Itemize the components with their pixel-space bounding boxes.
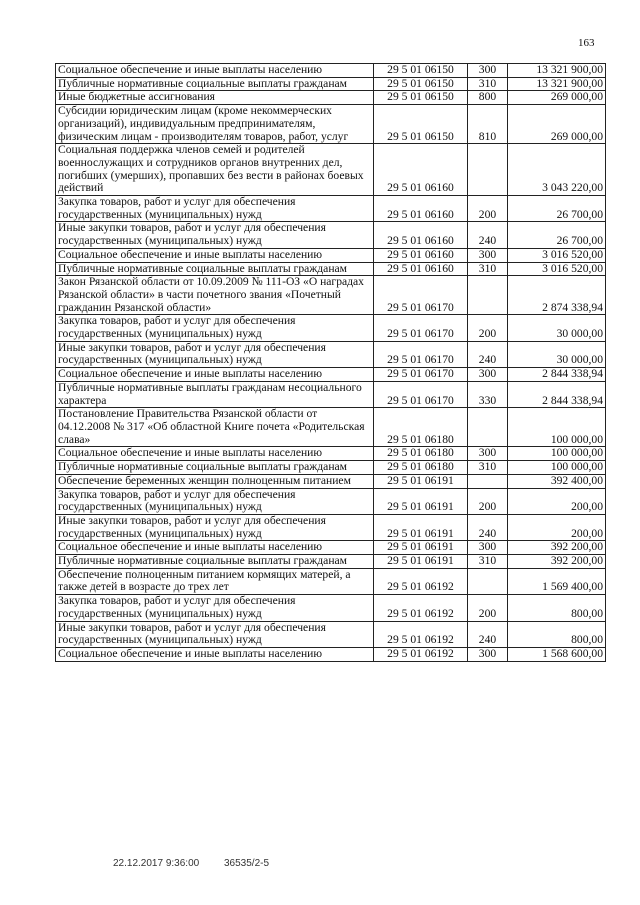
row-description: Социальное обеспечение и иные выплаты населению [56,447,374,461]
table-row [56,595,606,621]
row-code: 29 5 01 06150 [374,77,468,91]
row-expense-type: 240 [468,222,508,248]
table-row [56,144,606,196]
row-amount: 392 400,00 [508,474,606,488]
row-amount: 30 000,00 [508,341,606,367]
row-expense-type: 240 [468,514,508,540]
row-expense-type: 200 [468,595,508,621]
row-description: Иные закупки товаров, работ и услуг для обеспечения государственных (муниципальных) нужд [56,222,374,248]
row-amount: 1 569 400,00 [508,568,606,594]
table-row [56,461,606,475]
row-description: Социальное обеспечение и иные выплаты населению [56,368,374,382]
table-row [56,408,606,447]
row-code: 29 5 01 06170 [374,315,468,341]
table-row [56,368,606,382]
row-code: 29 5 01 06191 [374,488,468,514]
table-row [56,262,606,276]
row-expense-type: 240 [468,341,508,367]
row-code: 29 5 01 06192 [374,621,468,647]
row-code: 29 5 01 06170 [374,341,468,367]
row-amount: 269 000,00 [508,91,606,105]
row-expense-type: 310 [468,77,508,91]
table-row [56,488,606,514]
row-expense-type: 240 [468,621,508,647]
row-amount: 2 844 338,94 [508,381,606,407]
table-row [56,621,606,647]
row-amount: 1 568 600,00 [508,647,606,661]
row-expense-type: 800 [468,91,508,105]
row-amount: 800,00 [508,595,606,621]
footer-timestamp: 22.12.2017 9:36:00 [113,858,200,869]
row-description: Публичные нормативные социальные выплаты гражданам [56,555,374,569]
row-code: 29 5 01 06150 [374,91,468,105]
row-expense-type: 300 [468,248,508,262]
table-row [56,555,606,569]
row-amount: 3 016 520,00 [508,248,606,262]
table-row [56,222,606,248]
footer-document-id: 36535/2-5 [223,858,270,869]
row-code: 29 5 01 06180 [374,461,468,475]
row-description: Социальное обеспечение и иные выплаты населению [56,248,374,262]
row-description: Публичные нормативные социальные выплаты гражданам [56,461,374,475]
table-row [56,276,606,315]
row-description: Иные бюджетные ассигнования [56,91,374,105]
table-row [56,64,606,78]
row-expense-type [468,474,508,488]
table-row [56,514,606,540]
table-row [56,196,606,222]
row-amount: 200,00 [508,488,606,514]
table-row [56,248,606,262]
row-description: Закон Рязанской области от 10.09.2009 № 111-ОЗ «О наградах Рязанской области» в части почетного звания «Почетный гражданин Рязанской области» [56,276,374,315]
row-amount: 13 321 900,00 [508,77,606,91]
table-row [56,381,606,407]
row-expense-type [468,408,508,447]
row-description: Публичные нормативные социальные выплаты гражданам [56,77,374,91]
row-code: 29 5 01 06192 [374,647,468,661]
row-code: 29 5 01 06160 [374,196,468,222]
row-description: Публичные нормативные выплаты гражданам несоциального характера [56,381,374,407]
row-amount: 3 043 220,00 [508,144,606,196]
row-expense-type: 310 [468,555,508,569]
row-expense-type [468,568,508,594]
row-expense-type: 200 [468,196,508,222]
row-description: Иные закупки товаров, работ и услуг для обеспечения государственных (муниципальных) нужд [56,514,374,540]
table-row [56,474,606,488]
row-code: 29 5 01 06192 [374,595,468,621]
row-amount: 200,00 [508,514,606,540]
row-description: Закупка товаров, работ и услуг для обеспечения государственных (муниципальных) нужд [56,488,374,514]
row-expense-type: 300 [468,64,508,78]
row-expense-type: 200 [468,315,508,341]
row-expense-type: 300 [468,447,508,461]
row-description: Субсидии юридическим лицам (кроме некоммерческих организаций), индивидуальным предпринимателям, физическим лицам - производителям товаров, работ, услуг [56,105,374,144]
row-code: 29 5 01 06180 [374,408,468,447]
row-amount: 392 200,00 [508,541,606,555]
row-code: 29 5 01 06192 [374,568,468,594]
row-code: 29 5 01 06191 [374,555,468,569]
row-amount: 30 000,00 [508,315,606,341]
row-description: Социальное обеспечение и иные выплаты населению [56,541,374,555]
row-amount: 26 700,00 [508,222,606,248]
row-amount: 3 016 520,00 [508,262,606,276]
table-row [56,568,606,594]
footer [113,858,291,869]
table-row [56,647,606,661]
row-description: Публичные нормативные социальные выплаты гражданам [56,262,374,276]
row-code: 29 5 01 06191 [374,474,468,488]
row-expense-type: 310 [468,262,508,276]
row-description: Закупка товаров, работ и услуг для обеспечения государственных (муниципальных) нужд [56,595,374,621]
row-amount: 100 000,00 [508,447,606,461]
row-code: 29 5 01 06191 [374,514,468,540]
page-number: 163 [578,37,595,49]
row-code: 29 5 01 06170 [374,368,468,382]
row-expense-type [468,276,508,315]
table-row [56,77,606,91]
row-code: 29 5 01 06150 [374,64,468,78]
table-row [56,315,606,341]
row-expense-type: 200 [468,488,508,514]
row-code: 29 5 01 06191 [374,541,468,555]
row-expense-type: 330 [468,381,508,407]
table-row [56,105,606,144]
row-code: 29 5 01 06170 [374,276,468,315]
row-expense-type: 300 [468,368,508,382]
row-code: 29 5 01 06160 [374,248,468,262]
row-description: Иные закупки товаров, работ и услуг для обеспечения государственных (муниципальных) нужд [56,621,374,647]
row-description: Социальное обеспечение и иные выплаты населению [56,647,374,661]
row-description: Иные закупки товаров, работ и услуг для обеспечения государственных (муниципальных) нужд [56,341,374,367]
row-amount: 13 321 900,00 [508,64,606,78]
row-description: Постановление Правительства Рязанской области от 04.12.2008 № 317 «Об областной Книге почета «Родительская слава» [56,408,374,447]
row-code: 29 5 01 06180 [374,447,468,461]
table-row [56,341,606,367]
row-description: Социальное обеспечение и иные выплаты населению [56,64,374,78]
row-description: Закупка товаров, работ и услуг для обеспечения государственных (муниципальных) нужд [56,315,374,341]
row-amount: 269 000,00 [508,105,606,144]
row-expense-type [468,144,508,196]
row-code: 29 5 01 06170 [374,381,468,407]
row-amount: 2 844 338,94 [508,368,606,382]
row-expense-type: 300 [468,647,508,661]
row-amount: 392 200,00 [508,555,606,569]
budget-table-body [56,64,606,662]
row-code: 29 5 01 06160 [374,222,468,248]
row-code: 29 5 01 06160 [374,262,468,276]
row-amount: 800,00 [508,621,606,647]
row-expense-type: 300 [468,541,508,555]
row-expense-type: 310 [468,461,508,475]
table-row [56,541,606,555]
row-amount: 2 874 338,94 [508,276,606,315]
row-description: Обеспечение полноценным питанием кормящих матерей, а также детей в возрасте до трех лет [56,568,374,594]
row-description: Закупка товаров, работ и услуг для обеспечения государственных (муниципальных) нужд [56,196,374,222]
row-code: 29 5 01 06160 [374,144,468,196]
row-code: 29 5 01 06150 [374,105,468,144]
row-amount: 100 000,00 [508,461,606,475]
budget-table [55,63,606,662]
row-description: Обеспечение беременных женщин полноценным питанием [56,474,374,488]
row-expense-type: 810 [468,105,508,144]
row-amount: 100 000,00 [508,408,606,447]
row-amount: 26 700,00 [508,196,606,222]
table-row [56,91,606,105]
table-row [56,447,606,461]
row-description: Социальная поддержка членов семей и родителей военнослужащих и сотрудников органов внутренних дел, погибших (умерших), пропавших без вести в районах боевых действий [56,144,374,196]
